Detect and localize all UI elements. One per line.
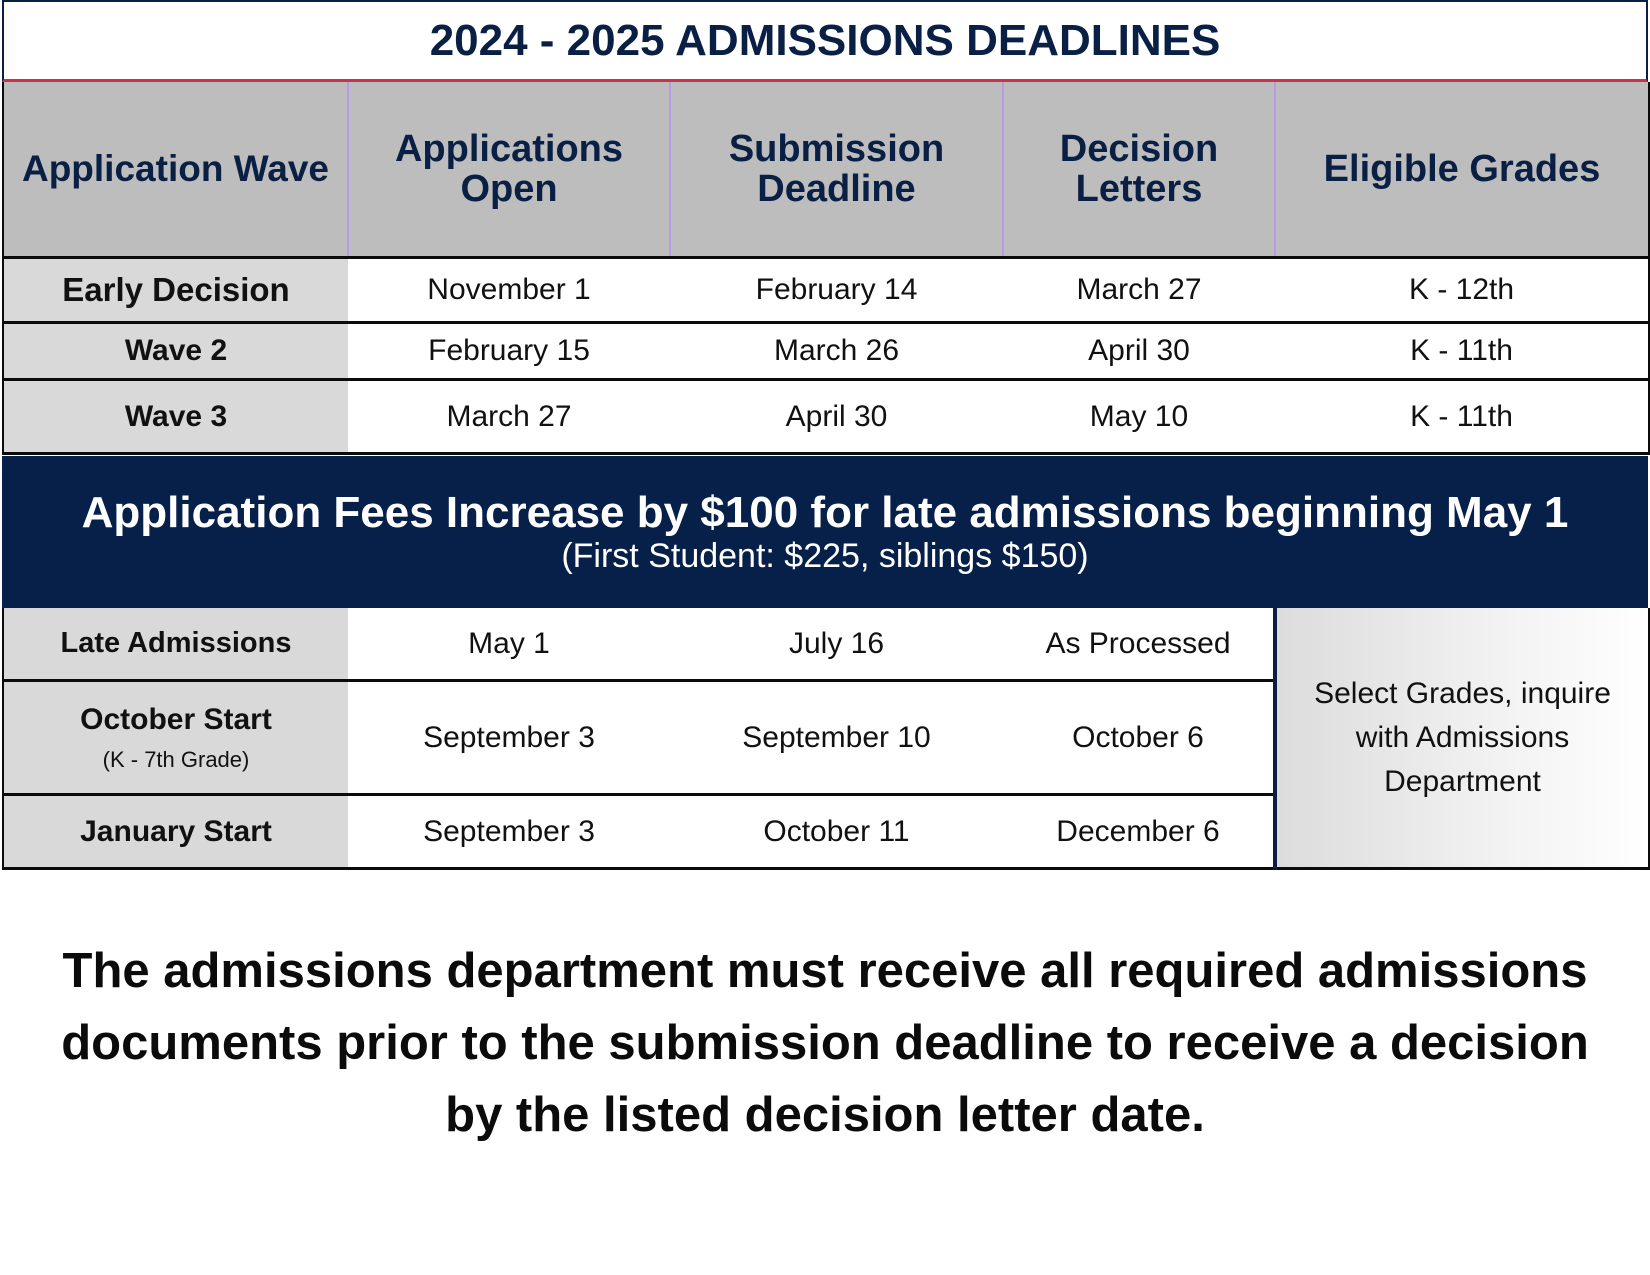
late-admissions-table bbox=[2, 608, 1650, 870]
decision-letters-cell: December 6 bbox=[1003, 795, 1275, 869]
table-header-row bbox=[3, 82, 1649, 258]
header-eligible-grades: Eligible Grades bbox=[1275, 82, 1649, 258]
submission-deadline-cell: September 10 bbox=[670, 681, 1003, 795]
table-row bbox=[3, 323, 1649, 380]
header-submission-deadline: Submission Deadline bbox=[670, 82, 1003, 258]
fee-increase-banner bbox=[2, 456, 1648, 608]
decision-letters-cell: October 6 bbox=[1003, 681, 1275, 795]
applications-open-cell: September 3 bbox=[348, 681, 670, 795]
admissions-waves-table bbox=[2, 82, 1650, 455]
wave-label: Wave 3 bbox=[3, 380, 348, 454]
header-application-wave: Application Wave bbox=[3, 82, 348, 258]
late-eligible-grades-note: Select Grades, inquire with Admissions Department bbox=[1275, 608, 1649, 869]
fee-banner-detail: (First Student: $225, siblings $150) bbox=[561, 537, 1089, 575]
late-label-text: January Start bbox=[80, 814, 272, 848]
decision-letters-cell: April 30 bbox=[1003, 323, 1275, 380]
table-row bbox=[3, 258, 1649, 323]
submission-deadline-cell: October 11 bbox=[670, 795, 1003, 869]
applications-open-cell: February 15 bbox=[348, 323, 670, 380]
fee-banner-headline: Application Fees Increase by $100 for late admissions beginning May 1 bbox=[81, 488, 1569, 537]
submission-requirement-note: The admissions department must receive all required admissions documents prior to the submission deadline to receive a decision by the listed decision letter date. bbox=[61, 944, 1589, 1142]
admissions-deadlines-sheet bbox=[2, 0, 1648, 874]
applications-open-cell: May 1 bbox=[348, 608, 670, 681]
table-row bbox=[3, 608, 1649, 681]
late-label bbox=[3, 681, 348, 795]
eligible-grades-cell: K - 11th bbox=[1275, 380, 1649, 454]
late-label-subtext: (K - 7th Grade) bbox=[102, 746, 250, 772]
applications-open-cell: March 27 bbox=[348, 380, 670, 454]
header-decision-letters: Decision Letters bbox=[1003, 82, 1275, 258]
table-row bbox=[3, 380, 1649, 454]
decision-letters-cell: May 10 bbox=[1003, 380, 1275, 454]
submission-deadline-cell: July 16 bbox=[670, 608, 1003, 681]
late-label bbox=[3, 795, 348, 869]
late-label bbox=[3, 608, 348, 681]
eligible-grades-cell: K - 11th bbox=[1275, 323, 1649, 380]
page-title: 2024 - 2025 ADMISSIONS DEADLINES bbox=[2, 0, 1648, 82]
header-applications-open: Applications Open bbox=[348, 82, 670, 258]
applications-open-cell: September 3 bbox=[348, 795, 670, 869]
late-label-text: Late Admissions bbox=[60, 627, 292, 659]
submission-deadline-cell: April 30 bbox=[670, 380, 1003, 454]
applications-open-cell: November 1 bbox=[348, 258, 670, 323]
wave-label: Wave 2 bbox=[3, 323, 348, 380]
wave-label: Early Decision bbox=[3, 258, 348, 323]
decision-letters-cell: As Processed bbox=[1003, 608, 1275, 681]
submission-deadline-cell: March 26 bbox=[670, 323, 1003, 380]
submission-deadline-cell: February 14 bbox=[670, 258, 1003, 323]
decision-letters-cell: March 27 bbox=[1003, 258, 1275, 323]
eligible-grades-cell: K - 12th bbox=[1275, 258, 1649, 323]
late-label-text: October Start bbox=[80, 702, 272, 736]
